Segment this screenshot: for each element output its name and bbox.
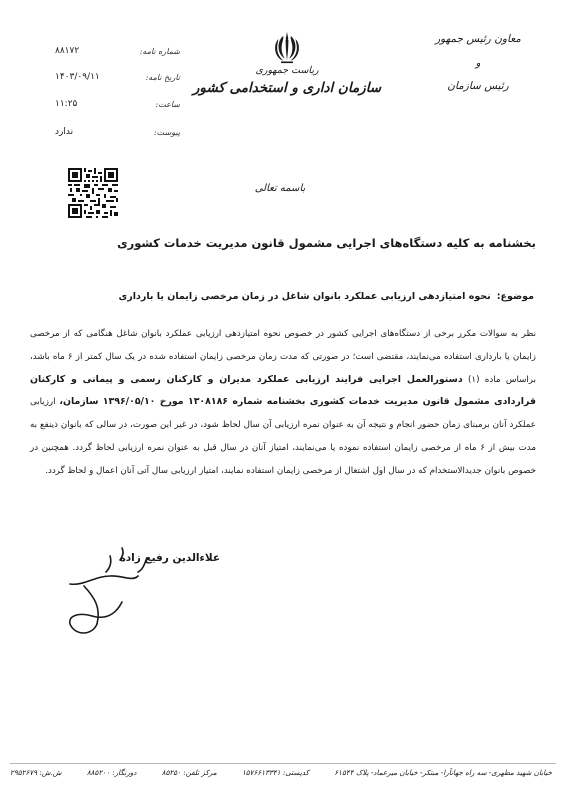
letter-number-value: ۸۸۱۷۲ bbox=[55, 46, 80, 56]
letter-number-row bbox=[55, 43, 180, 59]
attachment-label: پیوست: bbox=[153, 127, 180, 137]
body-text-part2: ارزیابی عملکرد آنان برمبنای زمان حضور انجام و نتیجه آن به عنوان نمره ارزیابی آن سال لحاظ شود، در غیر این صورت، در سالی که بانوان ذینفع به مدت بیش از ۶ ماه از مرخصی زایمان استفاده نموده یا می‌نمایند، امتیاز آنان در سال قبل به عنوان نمره ارزیابی لحاظ گردد. همچنین در خصوص بانوان جدیدالاستخدام که در سال اول اشتغال از مرخصی زایمان استفاده نمایند، امتیاز ارزیابی سال آتی آنان اعمال و لحاظ گردد. bbox=[30, 397, 536, 476]
body-paragraph bbox=[30, 323, 536, 483]
footer-fax: دورنگار: ۸۸۵۲۰۰ bbox=[86, 768, 137, 777]
footer-reg-no: ش.ش: ۲۹۵۲۶۷۹ bbox=[10, 768, 62, 777]
handwritten-signature-icon bbox=[50, 542, 170, 642]
letter-time-label: ساعت: bbox=[155, 99, 180, 109]
bismillah-text: باسمه تعالی bbox=[254, 183, 306, 194]
body-text-part1: نظر به سوالات مکرر برخی از دستگاه‌های اجرایی کشور در خصوص نحوه امتیازدهی ارزیابی عملکرد بانوان شاغل هنگامی که از مرخصی زایمان یا بارداری استفاده می‌نمایند، مقتضی است؛ در صورتی که مدت زمان مرخصی زایمان استفاده شده در یک سال کمتر از ۶ ماه باشد، براساس ماده (۱) bbox=[30, 329, 536, 385]
circular-heading: بخشنامه به کلیه دستگاه‌های اجرایی مشمول قانون مدیریت خدمات کشوری bbox=[117, 236, 536, 250]
national-emblem-icon bbox=[272, 30, 302, 66]
footer-divider bbox=[10, 763, 556, 764]
subject-text: نحوه امتیازدهی ارزیابی عملکرد بانوان شاغل در زمان مرخصی زایمان یا بارداری bbox=[118, 291, 491, 302]
footer-address: خیابان شهید مطهری- سه راه جهانآرا- مبتکر- خیابان میرعماد- پلاک ۶۱۵۴۴ bbox=[334, 768, 552, 777]
attachment-value: ندارد bbox=[55, 127, 74, 137]
letter-time-value: ۱۱:۲۵ bbox=[55, 99, 78, 109]
signatory-title-line2: و bbox=[475, 58, 481, 69]
organization-title: سازمان اداری و استخدامی کشور bbox=[192, 80, 382, 96]
presidency-title: ریاست جمهوری bbox=[255, 65, 319, 76]
qr-code-icon bbox=[68, 168, 118, 218]
letter-date-row bbox=[55, 69, 180, 85]
subject-label: موضوع: bbox=[496, 291, 534, 302]
footer-contact bbox=[10, 768, 552, 784]
body-text-bold: دستورالعمل اجرایی فرایند ارزیابی عملکرد مدیران و کارکنان رسمی و پیمانی و کارکنان قراردادی مشمول قانون مدیریت خدمات کشوری بخشنامه شماره ۱۳۰۸۱۸۶ مورخ ۱۳۹۶/۰۵/۱۰ سازمان، bbox=[30, 373, 536, 408]
footer-postal-code: کدپستی: ۱۵۷۶۶۱۳۳۴۱ bbox=[241, 768, 310, 777]
signatory-title-line3: رئیس سازمان bbox=[447, 80, 509, 92]
letter-date-value: ۱۴۰۳/۰۹/۱۱ bbox=[55, 72, 100, 82]
letter-date-label: تاریخ نامه: bbox=[145, 72, 180, 82]
footer-phone: مرکز تلفن: ۸۵۲۵۰ bbox=[161, 768, 217, 777]
signer-name: علاءالدین رفیع زاده bbox=[119, 552, 220, 564]
letter-number-label: شماره نامه: bbox=[139, 46, 180, 56]
signatory-title-line1: معاون رئیس جمهور bbox=[435, 33, 521, 45]
letter-time-row bbox=[55, 96, 180, 112]
attachment-row bbox=[55, 124, 180, 140]
subject-line bbox=[119, 291, 534, 302]
